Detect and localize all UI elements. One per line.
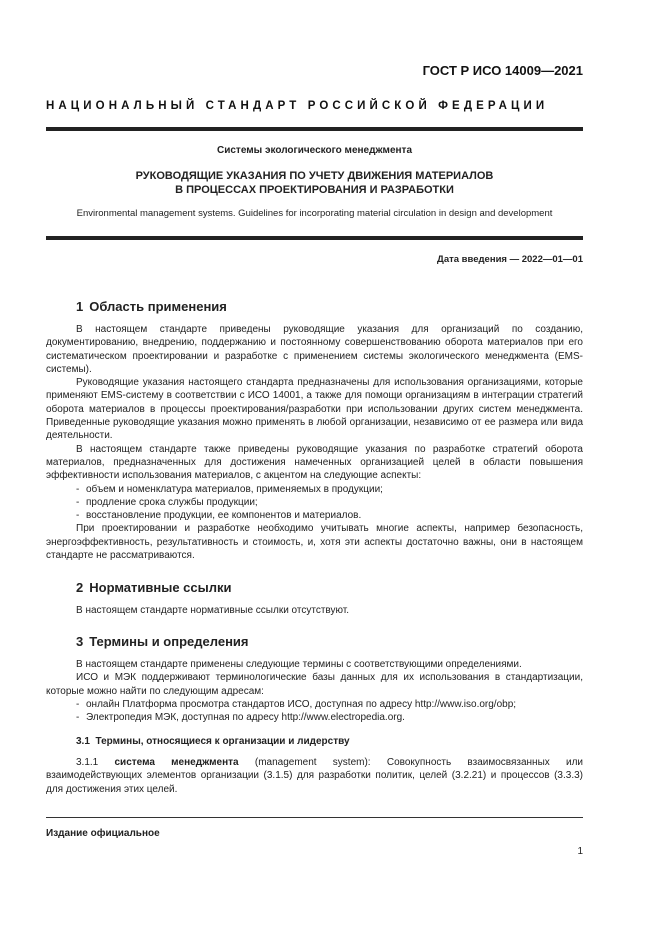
term-english: (management system): [254,757,371,768]
document-subtitle: Системы экологического менеджмента [216,145,413,156]
document-title-line1: РУКОВОДЯЩИЕ УКАЗАНИЯ ПО УЧЕТУ ДВИЖЕНИЯ МАТЕРИАЛОВ [135,170,494,182]
term-number: 3.1.1 [76,757,99,768]
subsection-3-1-number: 3.1 [76,736,90,747]
section-1-number: 1 [76,299,84,314]
subsection-3-1-title: Термины, относящиеся к организации и лидерству [95,736,350,747]
paragraph: ИСО и МЭК поддерживают терминологические базы данных для их использования в стандартизации, которые можно найти по следующим адресам: [46,672,583,697]
list-item: - объем и номенклатура материалов, применяемых в продукции; [76,483,583,496]
english-title: Environmental management systems. Guidelines for incorporating material circulation in design and development [76,208,553,219]
section-2-heading [76,580,231,595]
section-2-number: 2 [76,580,84,595]
subsection-3-1-heading [76,736,350,747]
paragraph: В настоящем стандарте нормативные ссылки отсутствуют. [76,605,350,616]
section-3-heading [76,634,249,649]
section-1-title: Область применения [89,299,227,314]
paragraph: Руководящие указания настоящего стандарта предназначены для использования организациями, которые применяют EMS-систему в соответствии с ИСО 14001, а также для помощи организациям в интеграции стратегий оборота материалов в процессы проектирования/разработки при использовании других систем менеджмента. Приведенные руководящие указания можно применять в любой организации, независимо от ее размера или вида деятельности. [46,377,583,442]
section-1-body [46,323,583,562]
standard-code: ГОСТ Р ИСО 14009—2021 [422,63,583,78]
aspects-list [46,483,583,523]
document-title-line2: В ПРОЦЕССАХ ПРОЕКТИРОВАНИЯ И РАЗРАБОТКИ [175,184,454,196]
terminology-databases-list [46,698,583,725]
paragraph: При проектировании и разработке необходимо учитывать многие аспекты, например безопасность, энергоэффективность, результативность и стоимость, и, хотя эти аспекты достаточно важны, они в настоящем стандарте не рассматриваются. [46,523,583,562]
list-item: - онлайн Платформа просмотра стандартов ИСО, доступная по адресу http://www.iso.org/obp; [76,698,583,711]
paragraph: В настоящем стандарте применены следующие термины с соответствующими определениями. [76,659,522,670]
term-definition: Совокупность взаимосвязанных или взаимодействующих элементов организации (3.1.5) для разработки политик, целей (3.2.21) и процессов (3.3.3) для достижения этих целей. [46,757,584,795]
section-1-heading [76,299,227,314]
term-3-1-1 [46,756,583,796]
list-item: - продление срока службы продукции; [76,496,583,509]
term-entry [46,756,583,796]
introduction-date: Дата введения — 2022—01—01 [437,254,583,265]
header-divider [46,127,583,131]
section-2-title: Нормативные ссылки [89,580,232,595]
official-edition-label: Издание официальное [46,828,160,839]
term-name: система менеджмента [114,757,239,768]
section-3-body [46,658,583,724]
list-item: - восстановление продукции, ее компонентов и материалов. [76,509,583,522]
section-3-title: Термины и определения [89,634,249,649]
section-2-body [46,604,583,617]
section-3-number: 3 [76,634,84,649]
national-standard-title: НАЦИОНАЛЬНЫЙ СТАНДАРТ РОССИЙСКОЙ ФЕДЕРАЦИИ [46,100,549,112]
title-divider [46,236,583,240]
paragraph: В настоящем стандарте приведены руководящие указания для организаций по созданию, документированию, внедрению, поддержанию и постоянному совершенствованию оборота материалов при его систематическом проектировании и разработке с применением системы экологического менеджмента (EMS-системы). [46,324,583,375]
list-item: - Электропедия МЭК, доступная по адресу http://www.electropedia.org. [76,711,583,724]
document-title [46,169,583,197]
paragraph: В настоящем стандарте также приведены руководящие указания по разработке стратегий оборота материалов, предназначенных для достижения намеченных организацией целей в области повышения эффективности использования материалов, с акцентом на следующие аспекты: [46,443,583,482]
footer-divider [46,817,583,818]
page-number: 1 [577,846,583,857]
